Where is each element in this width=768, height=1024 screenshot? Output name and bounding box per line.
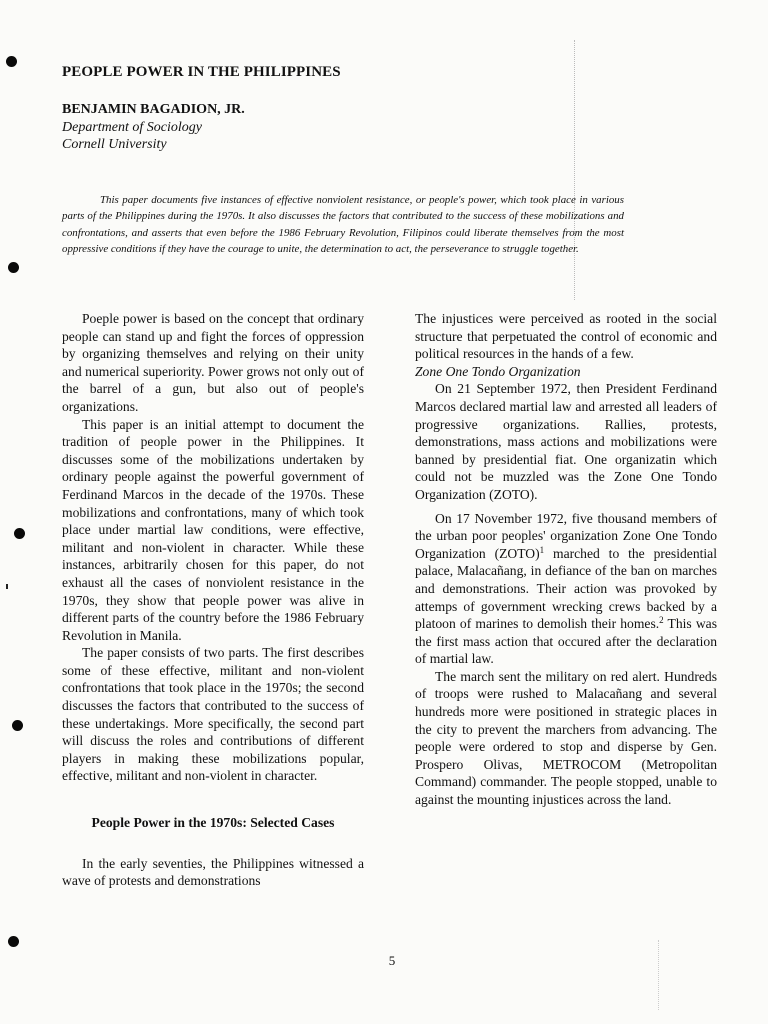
abstract: This paper documents five instances of effective nonviolent resistance, or people's power, which took place in various parts of the Philippines during the 1970s. It also discusses the factors that contributed to the success of these mobilizations and confrontations, and asserts that even before the 1986 February Revolution, Filipinos could liberate themselves from the most oppressive conditions if they have the courage to unite, the determination to act, the perseverance to struggle together. [62, 194, 624, 256]
body-paragraph: The injustices were perceived as rooted in the social structure that perpetuated the control of economic and political resources in the hands of a few. [415, 311, 717, 362]
binder-hole-5 [8, 936, 19, 947]
footnote-ref-1[interactable]: 1 [539, 544, 545, 555]
scan-fold-line [574, 40, 577, 300]
paragraph-text: This was the first mass action that occured after the declaration of martial law. [415, 616, 717, 667]
body-paragraph: Poeple power is based on the concept that ordinary people can stand up and fight the forces of oppression by organizing themselves and relying on their unity and numerical superiority. Power grows not only out of the barrel of a gun, but also out of people's organizations. [62, 311, 364, 414]
author-university: Cornell University [62, 137, 167, 152]
paragraph-text: On 17 November 1972, five thousand members of the urban poor peoples' organization Zone One Tondo Organization (ZOTO) [415, 510, 717, 561]
body-paragraph: On 21 September 1972, then President Ferdinand Marcos declared martial law and arrested all leaders of progressive organizations. Rallies, protests, demonstrations, mass actions and mobilizations were banned by presidential fiat. One organizatin which could not be muzzled was the Zone One Tondo Organization (ZOTO). [415, 381, 717, 502]
body-paragraph: In the early seventies, the Philippines witnessed a wave of protests and demonstrations [62, 855, 364, 889]
binder-hole-3 [14, 528, 25, 539]
page-number: 5 [388, 953, 396, 968]
body-paragraph: This paper is an initial attempt to document the tradition of people power in the Philippines. It discusses some of the mobilizations undertaken by ordinary people against the powerful government of Ferdinand Marcos in the decade of the 1970s. These mobilizations and confrontations, many of which took place under martial law conditions, were effective, militant and non-violent in character. While these instances, arbitrarily chosen for this paper, do not exhaust all the cases of nonviolent resistance in the 1970s, they show that people power was alive in different parts of the country before the 1986 February Revolution in Manila. [62, 416, 364, 643]
footnote-ref-2[interactable]: 2 [659, 615, 664, 626]
scan-mark [6, 584, 8, 589]
section-heading: People Power in the 1970s: Selected Cases [91, 815, 335, 831]
right-column [415, 310, 717, 809]
body-paragraph [415, 510, 717, 668]
binder-hole-1 [6, 56, 17, 67]
author-name: BENJAMIN BAGADION, JR. [62, 102, 245, 117]
paper-title: PEOPLE POWER IN THE PHILIPPINES [62, 64, 341, 80]
paragraph-text: marched to the presidential palace, Malacañang, in defiance of the ban on marches and demonstrations. Their action was provoked by attemps of government wrecking crews backed by a platoon of marines to demolish their homes. [415, 545, 717, 632]
binder-hole-4 [12, 720, 23, 731]
left-column [62, 310, 364, 890]
scan-fold-line-bottom [658, 940, 661, 1010]
binder-hole-2 [8, 262, 19, 273]
body-paragraph: The march sent the military on red alert. Hundreds of troops were rushed to Malacañang and several hundreds more were positioned in strategic places in the city to prevent the marchers from advancing. The people were ordered to stop and disperse by Gen. Prospero Olivas, METROCOM (Metropolitan Command) commander. The people stopped, unable to against the mounting injustices across the land. [415, 668, 717, 808]
body-paragraph: The paper consists of two parts. The first describes some of these effective, militant and non-violent confrontations that took place in the 1970s; the second discusses the factors that contributed to the success of these undertakings. More specifically, the second part will discuss the roles and contributions of different players in making these mobilizations popular, effective, militant and non-violent in character. [62, 645, 364, 784]
author-department: Department of Sociology [62, 120, 202, 135]
subsection-heading: Zone One Tondo Organization [415, 363, 581, 379]
